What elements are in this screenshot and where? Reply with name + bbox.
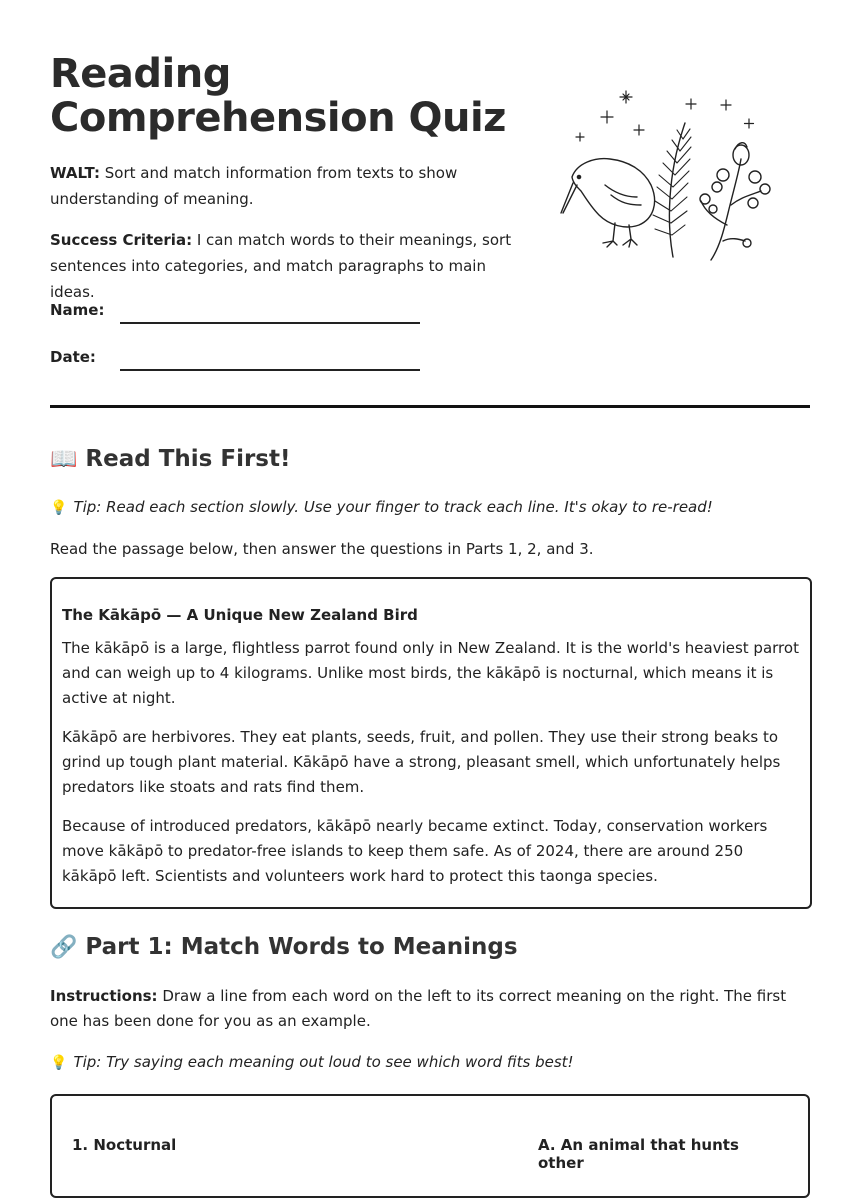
section-divider	[50, 405, 810, 408]
success-criteria-text: I can match words to their meanings, sort sentences into categories, and match paragraphs to main ideas.	[50, 231, 512, 301]
part1-tip-text: Tip: Try saying each meaning out loud to see which word fits best!	[73, 1053, 574, 1071]
lightbulb-icon: 💡	[50, 500, 68, 516]
passage-title: The Kākāpō — A Unique New Zealand Bird	[62, 606, 418, 624]
name-field[interactable]	[50, 301, 430, 331]
part1-tip	[50, 1051, 574, 1074]
walt-label: WALT:	[50, 164, 100, 182]
read-tip	[50, 496, 713, 519]
part1-instructions-label: Instructions:	[50, 987, 158, 1005]
passage-paragraph-1: The kākāpō is a large, flightless parrot found only in New Zealand. It is the world's heaviest parrot and can weigh up to 4 kilograms. Unlike most birds, the kākāpō is nocturnal, which means it is active at night.	[62, 639, 799, 707]
success-criteria	[50, 227, 520, 305]
read-section-heading	[50, 444, 290, 475]
part1-heading	[50, 932, 518, 963]
title-line-1: Reading	[50, 51, 231, 97]
read-tip-text: Tip: Read each section slowly. Use your finger to track each line. It's okay to re-read!	[73, 498, 713, 516]
part1-instructions	[50, 984, 810, 1034]
book-icon: 📖	[50, 447, 78, 472]
success-criteria-label: Success Criteria:	[50, 231, 193, 249]
walt-statement	[50, 160, 520, 212]
date-input-line[interactable]	[120, 369, 420, 371]
name-input-line[interactable]	[120, 322, 420, 324]
passage-box	[50, 577, 812, 909]
match-meaning-a[interactable]: A. An animal that hunts other	[538, 1136, 739, 1172]
part1-title: Part 1: Match Words to Meanings	[85, 934, 518, 960]
kiwi-fern-flower-illustration	[555, 85, 785, 270]
walt-text: Sort and match information from texts to show understanding of meaning.	[50, 164, 458, 208]
lightbulb-icon: 💡	[50, 1055, 68, 1071]
read-section-title: Read This First!	[85, 446, 291, 472]
link-icon: 🔗	[50, 935, 78, 960]
name-label: Name:	[50, 301, 105, 319]
matching-box	[50, 1094, 810, 1198]
part1-instructions-text: Draw a line from each word on the left to its correct meaning on the right. The first one has been done for you as an example.	[50, 987, 787, 1030]
page-title	[50, 52, 506, 140]
passage-paragraph-2: Kākāpō are herbivores. They eat plants, seeds, fruit, and pollen. They use their strong beaks to grind up tough plant material. Kākāpō have a strong, pleasant smell, which unfortunately helps predators like stoats and rats find them.	[62, 728, 781, 796]
date-label: Date:	[50, 348, 96, 366]
title-line-2: Comprehension Quiz	[50, 95, 506, 141]
read-intro: Read the passage below, then answer the questions in Parts 1, 2, and 3.	[50, 540, 594, 558]
date-field[interactable]	[50, 348, 430, 378]
passage-paragraph-3: Because of introduced predators, kākāpō nearly became extinct. Today, conservation workers move kākāpō to predator-free islands to keep them safe. As of 2024, there are around 250 kākāpō left. Scientists and volunteers work hard to protect this taonga species.	[62, 817, 768, 885]
match-word-1[interactable]: 1. Nocturnal	[72, 1136, 177, 1154]
